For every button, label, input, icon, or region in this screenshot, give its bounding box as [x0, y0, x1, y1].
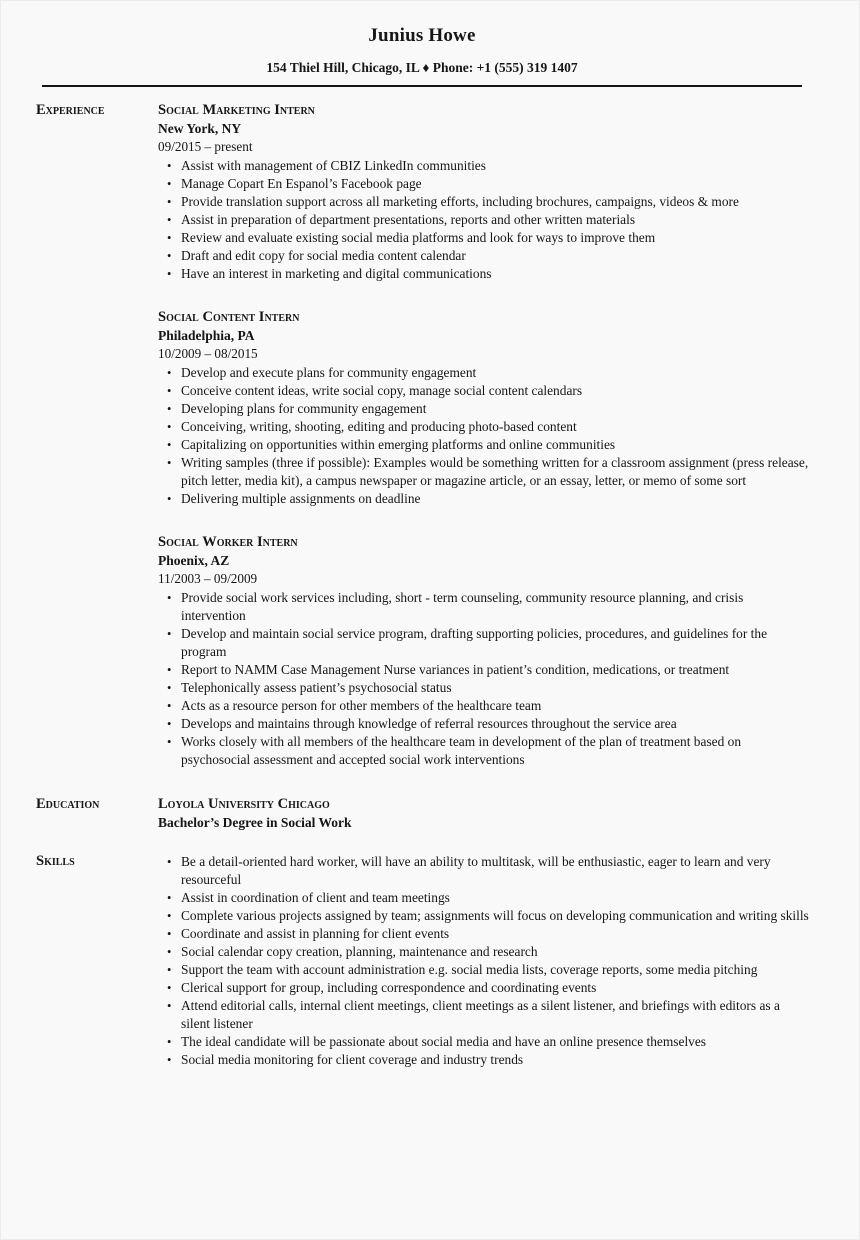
job-entry [158, 533, 809, 769]
skills-content [158, 852, 809, 1069]
school-name: Loyola University Chicago [158, 796, 330, 812]
resume-header [42, 1, 802, 87]
bullet-item: • Works closely with all members of the healthcare team in development of the plan of treatment based on psychosocial assessment and accepted social work interventions [167, 733, 809, 769]
bullet-item: • Delivering multiple assignments on deadline [167, 490, 809, 508]
person-name: Junius Howe [368, 25, 476, 46]
bullet-item: • Manage Copart En Espanol’s Facebook page [167, 175, 809, 193]
bullet-item: • Develop and execute plans for community engagement [167, 364, 809, 382]
degree-name: Bachelor’s Degree in Social Work [158, 815, 352, 830]
experience-content [158, 101, 809, 769]
job-bullet-list [158, 364, 809, 508]
contact-line: 154 Thiel Hill, Chicago, IL ♦ Phone: +1 (555) 319 1407 [266, 60, 578, 75]
job-title: Social Content Intern [158, 309, 300, 325]
bullet-item: • Conceive content ideas, write social copy, manage social content calendars [167, 382, 809, 400]
bullet-item: • Assist in preparation of department presentations, reports and other written materials [167, 211, 809, 229]
bullet-item: • Telephonically assess patient’s psychosocial status [167, 679, 809, 697]
job-dates: 09/2015 – present [158, 139, 253, 154]
job-title: Social Marketing Intern [158, 102, 315, 118]
job-entry [158, 101, 809, 283]
section-label-experience: Experience [36, 102, 105, 118]
job-bullet-list [158, 157, 809, 283]
bullet-item: • Develop and maintain social service program, drafting supporting policies, procedures, and guidelines for the program [167, 625, 809, 661]
section-experience [1, 101, 859, 769]
section-education [1, 795, 859, 832]
job-bullet-list [158, 589, 809, 769]
bullet-item: • Provide translation support across all marketing efforts, including brochures, campaigns, videos & more [167, 193, 809, 211]
bullet-item: • Capitalizing on opportunities within emerging platforms and online communities [167, 436, 809, 454]
skill-item: • Attend editorial calls, internal client meetings, client meetings as a silent listener, and briefings with editors as a silent listener [167, 997, 809, 1033]
job-location: Phoenix, AZ [158, 553, 230, 568]
skill-item: • Complete various projects assigned by team; assignments will focus on developing communication and writing skills [167, 907, 809, 925]
job-entry [158, 308, 809, 508]
skill-item: • Clerical support for group, including correspondence and coordinating events [167, 979, 809, 997]
bullet-item: • Develops and maintains through knowledge of referral resources throughout the service area [167, 715, 809, 733]
skill-item: • Social calendar copy creation, planning, maintenance and research [167, 943, 809, 961]
job-title: Social Worker Intern [158, 534, 298, 550]
bullet-item: • Developing plans for community engagement [167, 400, 809, 418]
job-location: New York, NY [158, 121, 242, 136]
bullet-item: • Assist with management of CBIZ LinkedIn communities [167, 157, 809, 175]
skill-item: • Assist in coordination of client and team meetings [167, 889, 809, 907]
skills-bullet-list [158, 853, 809, 1069]
skill-item: • Coordinate and assist in planning for client events [167, 925, 809, 943]
skill-item: • Be a detail-oriented hard worker, will have an ability to multitask, will be enthusiastic, eager to learn and very resourceful [167, 853, 809, 889]
section-skills [1, 852, 859, 1069]
bullet-item: • Draft and edit copy for social media content calendar [167, 247, 809, 265]
bullet-item: • Review and evaluate existing social media platforms and look for ways to improve them [167, 229, 809, 247]
job-location: Philadelphia, PA [158, 328, 255, 343]
bullet-item: • Report to NAMM Case Management Nurse variances in patient’s condition, medications, or treatment [167, 661, 809, 679]
skill-item: • Support the team with account administration e.g. social media lists, coverage reports, some media pitching [167, 961, 809, 979]
bullet-item: • Writing samples (three if possible): Examples would be something written for a classroom assignment (press release, pitch letter, media kit), a campus newspaper or magazine article, or an essay, letter, or memo of some sort [167, 454, 809, 490]
bullet-item: • Provide social work services including, short - term counseling, community resource planning, and crisis intervention [167, 589, 809, 625]
bullet-item: • Conceiving, writing, shooting, editing and producing photo-based content [167, 418, 809, 436]
section-label-education: Education [36, 796, 100, 812]
bullet-item: • Acts as a resource person for other members of the healthcare team [167, 697, 809, 715]
education-content [158, 795, 809, 832]
resume-body [1, 101, 859, 1069]
job-dates: 10/2009 – 08/2015 [158, 346, 258, 361]
section-label-skills: Skills [36, 853, 75, 869]
skill-item: • Social media monitoring for client coverage and industry trends [167, 1051, 809, 1069]
skill-item: • The ideal candidate will be passionate about social media and have an online presence themselves [167, 1033, 809, 1051]
bullet-item: • Have an interest in marketing and digital communications [167, 265, 809, 283]
job-dates: 11/2003 – 09/2009 [158, 571, 258, 586]
